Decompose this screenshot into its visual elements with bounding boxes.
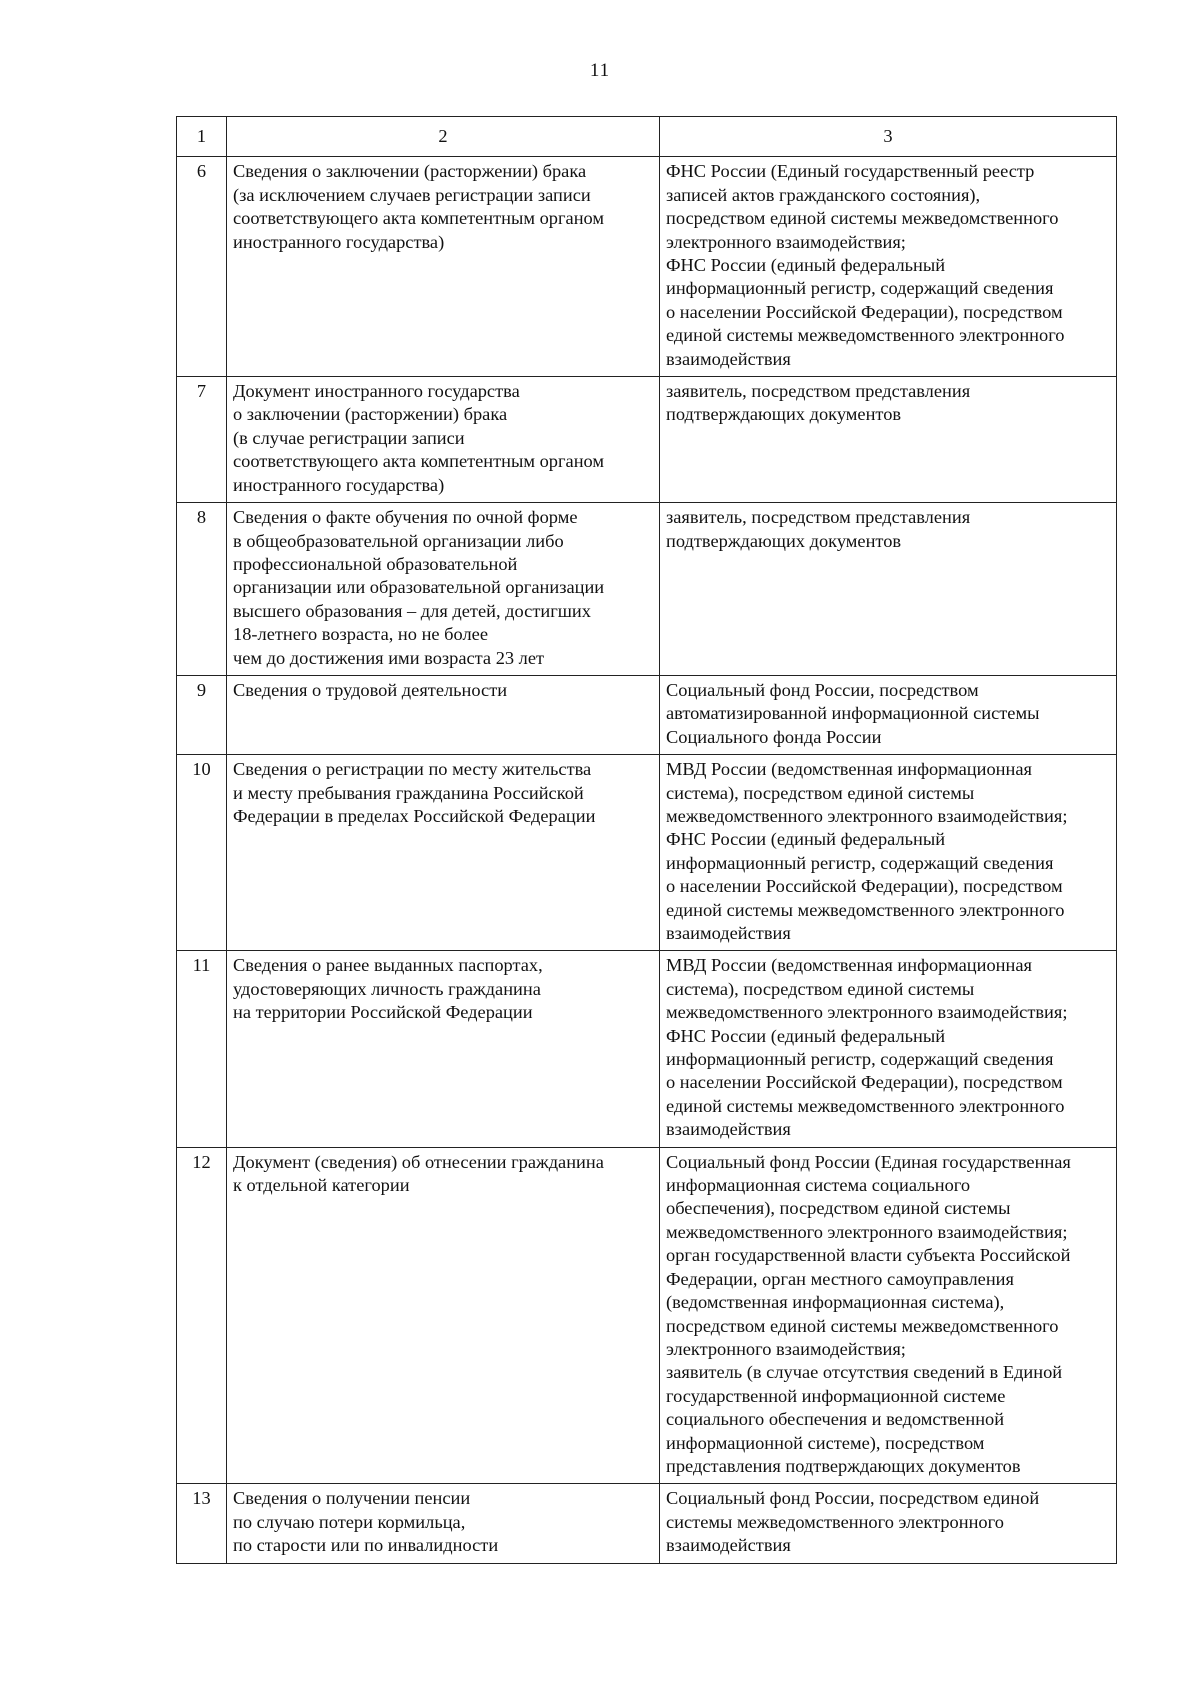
document-line: соответствующего акта компетентным органом (233, 451, 605, 472)
source-line: ФНС России (единый федеральный (666, 255, 946, 276)
source-line: межведомственного электронного взаимодействия; (666, 1002, 1068, 1023)
document-cell (227, 755, 660, 951)
document-line: Сведения о факте обучения по очной форме (233, 507, 578, 528)
source-line: система), посредством единой системы (666, 782, 975, 803)
table-row (177, 503, 1117, 676)
table-row (177, 1147, 1117, 1484)
document-line: к отдельной категории (233, 1175, 410, 1196)
source-line: системы межведомственного электронного (666, 1511, 1004, 1532)
source-line: информационный регистр, содержащий сведения (666, 852, 1054, 873)
source-line: информационный регистр, содержащий сведения (666, 278, 1054, 299)
document-line: Документ иностранного государства (233, 381, 520, 402)
source-line: Социальный фонд России (Единая государственная (666, 1151, 1071, 1172)
source-line: орган государственной власти субъекта Российской (666, 1245, 1071, 1266)
source-line: электронного взаимодействия; (666, 231, 906, 252)
source-line: подтверждающих документов (666, 530, 902, 551)
document-line: профессиональной образовательной (233, 553, 518, 574)
source-line: МВД России (ведомственная информационная (666, 759, 1032, 780)
source-line: автоматизированной информационной системы (666, 703, 1040, 724)
table-row (177, 157, 1117, 377)
document-line: иностранного государства) (233, 231, 445, 252)
document-line: 18-летнего возраста, но не более (233, 624, 488, 645)
document-line: Сведения о получении пенсии (233, 1488, 471, 1509)
source-line: подтверждающих документов (666, 404, 902, 425)
document-line: по старости или по инвалидности (233, 1535, 499, 1556)
source-line: Социального фонда России (666, 726, 882, 747)
document-cell (227, 377, 660, 503)
column-header-source: 3 (660, 117, 1117, 157)
source-cell (660, 157, 1117, 377)
document-line: удостоверяющих личность гражданина (233, 978, 541, 999)
table-row (177, 1484, 1117, 1563)
document-cell (227, 1484, 660, 1563)
column-header-number: 1 (177, 117, 227, 157)
source-line: Социальный фонд России, посредством единой (666, 1488, 1040, 1509)
source-line: социального обеспечения и ведомственной (666, 1409, 1005, 1430)
row-number: 8 (177, 503, 227, 676)
source-line: Социальный фонд России, посредством (666, 679, 979, 700)
source-line: представления подтверждающих документов (666, 1455, 1021, 1476)
source-cell (660, 755, 1117, 951)
document-line: по случаю потери кормильца, (233, 1511, 466, 1532)
row-number: 12 (177, 1147, 227, 1484)
source-line: государственной информационной системе (666, 1385, 1006, 1406)
row-number: 10 (177, 755, 227, 951)
source-line: единой системы межведомственного электронного (666, 325, 1065, 346)
source-line: о населении Российской Федерации), посредством (666, 876, 1063, 897)
document-line: Федерации в пределах Российской Федерации (233, 805, 596, 826)
source-line: (ведомственная информационная система), (666, 1292, 1005, 1313)
source-line: ФНС России (единый федеральный (666, 829, 946, 850)
source-line: взаимодействия (666, 348, 791, 369)
document-cell (227, 1147, 660, 1484)
document-line: о заключении (расторжении) брака (233, 404, 508, 425)
document-line: и месту пребывания гражданина Российской (233, 782, 584, 803)
source-line: заявитель, посредством представления (666, 381, 971, 402)
document-cell (227, 951, 660, 1147)
document-line: чем до достижения ими возраста 23 лет (233, 647, 545, 668)
document-line: соответствующего акта компетентным органом (233, 208, 605, 229)
source-line: электронного взаимодействия; (666, 1338, 906, 1359)
documents-table (176, 116, 1117, 1564)
source-line: о населении Российской Федерации), посредством (666, 301, 1063, 322)
document-line: Документ (сведения) об отнесении гражданина (233, 1151, 604, 1172)
document-line: высшего образования – для детей, достигших (233, 600, 591, 621)
table-row (177, 951, 1117, 1147)
source-cell (660, 1147, 1117, 1484)
document-line: в общеобразовательной организации либо (233, 530, 564, 551)
document-cell (227, 157, 660, 377)
source-cell (660, 377, 1117, 503)
document-line: Сведения о ранее выданных паспортах, (233, 955, 543, 976)
source-line: межведомственного электронного взаимодействия; (666, 1221, 1068, 1242)
column-header-document: 2 (227, 117, 660, 157)
source-line: единой системы межведомственного электронного (666, 1095, 1065, 1116)
source-cell (660, 675, 1117, 754)
source-line: взаимодействия (666, 1535, 791, 1556)
source-line: о населении Российской Федерации), посредством (666, 1072, 1063, 1093)
source-line: ФНС России (единый федеральный (666, 1025, 946, 1046)
document-line: Сведения о трудовой деятельности (233, 679, 508, 700)
source-line: заявитель, посредством представления (666, 507, 971, 528)
row-number: 11 (177, 951, 227, 1147)
source-cell (660, 503, 1117, 676)
document-cell (227, 503, 660, 676)
source-line: посредством единой системы межведомственного (666, 1315, 1059, 1336)
table-header-row (177, 117, 1117, 157)
table-body (177, 157, 1117, 1563)
row-number: 9 (177, 675, 227, 754)
source-line: МВД России (ведомственная информационная (666, 955, 1032, 976)
table-row (177, 377, 1117, 503)
table-row (177, 755, 1117, 951)
document-line: Сведения о регистрации по месту жительства (233, 759, 592, 780)
document-line: иностранного государства) (233, 474, 445, 495)
document-line: организации или образовательной организации (233, 577, 605, 598)
document-line: Сведения о заключении (расторжении) брака (233, 161, 587, 182)
source-line: информационный регистр, содержащий сведения (666, 1049, 1054, 1070)
source-line: взаимодействия (666, 923, 791, 943)
document-line: (в случае регистрации записи (233, 427, 465, 448)
source-line: система), посредством единой системы (666, 978, 975, 999)
row-number: 6 (177, 157, 227, 377)
row-number: 13 (177, 1484, 227, 1563)
row-number: 7 (177, 377, 227, 503)
page-number: 11 (589, 60, 611, 81)
source-line: заявитель (в случае отсутствия сведений в Единой (666, 1362, 1063, 1383)
source-line: единой системы межведомственного электронного (666, 899, 1065, 920)
source-line: ФНС России (Единый государственный реестр (666, 161, 1035, 182)
source-line: информационной системе), посредством (666, 1432, 985, 1453)
document-line: (за исключением случаев регистрации записи (233, 184, 591, 205)
document-cell (227, 675, 660, 754)
source-cell (660, 1484, 1117, 1563)
source-line: межведомственного электронного взаимодействия; (666, 805, 1068, 826)
document-line: на территории Российской Федерации (233, 1002, 533, 1023)
source-line: Федерации, орган местного самоуправления (666, 1268, 1014, 1289)
source-line: взаимодействия (666, 1119, 791, 1140)
source-line: записей актов гражданского состояния), (666, 184, 981, 205)
table-row (177, 675, 1117, 754)
source-line: информационная система социального (666, 1175, 971, 1196)
source-line: обеспечения), посредством единой системы (666, 1198, 1011, 1219)
source-line: посредством единой системы межведомственного (666, 208, 1059, 229)
source-cell (660, 951, 1117, 1147)
